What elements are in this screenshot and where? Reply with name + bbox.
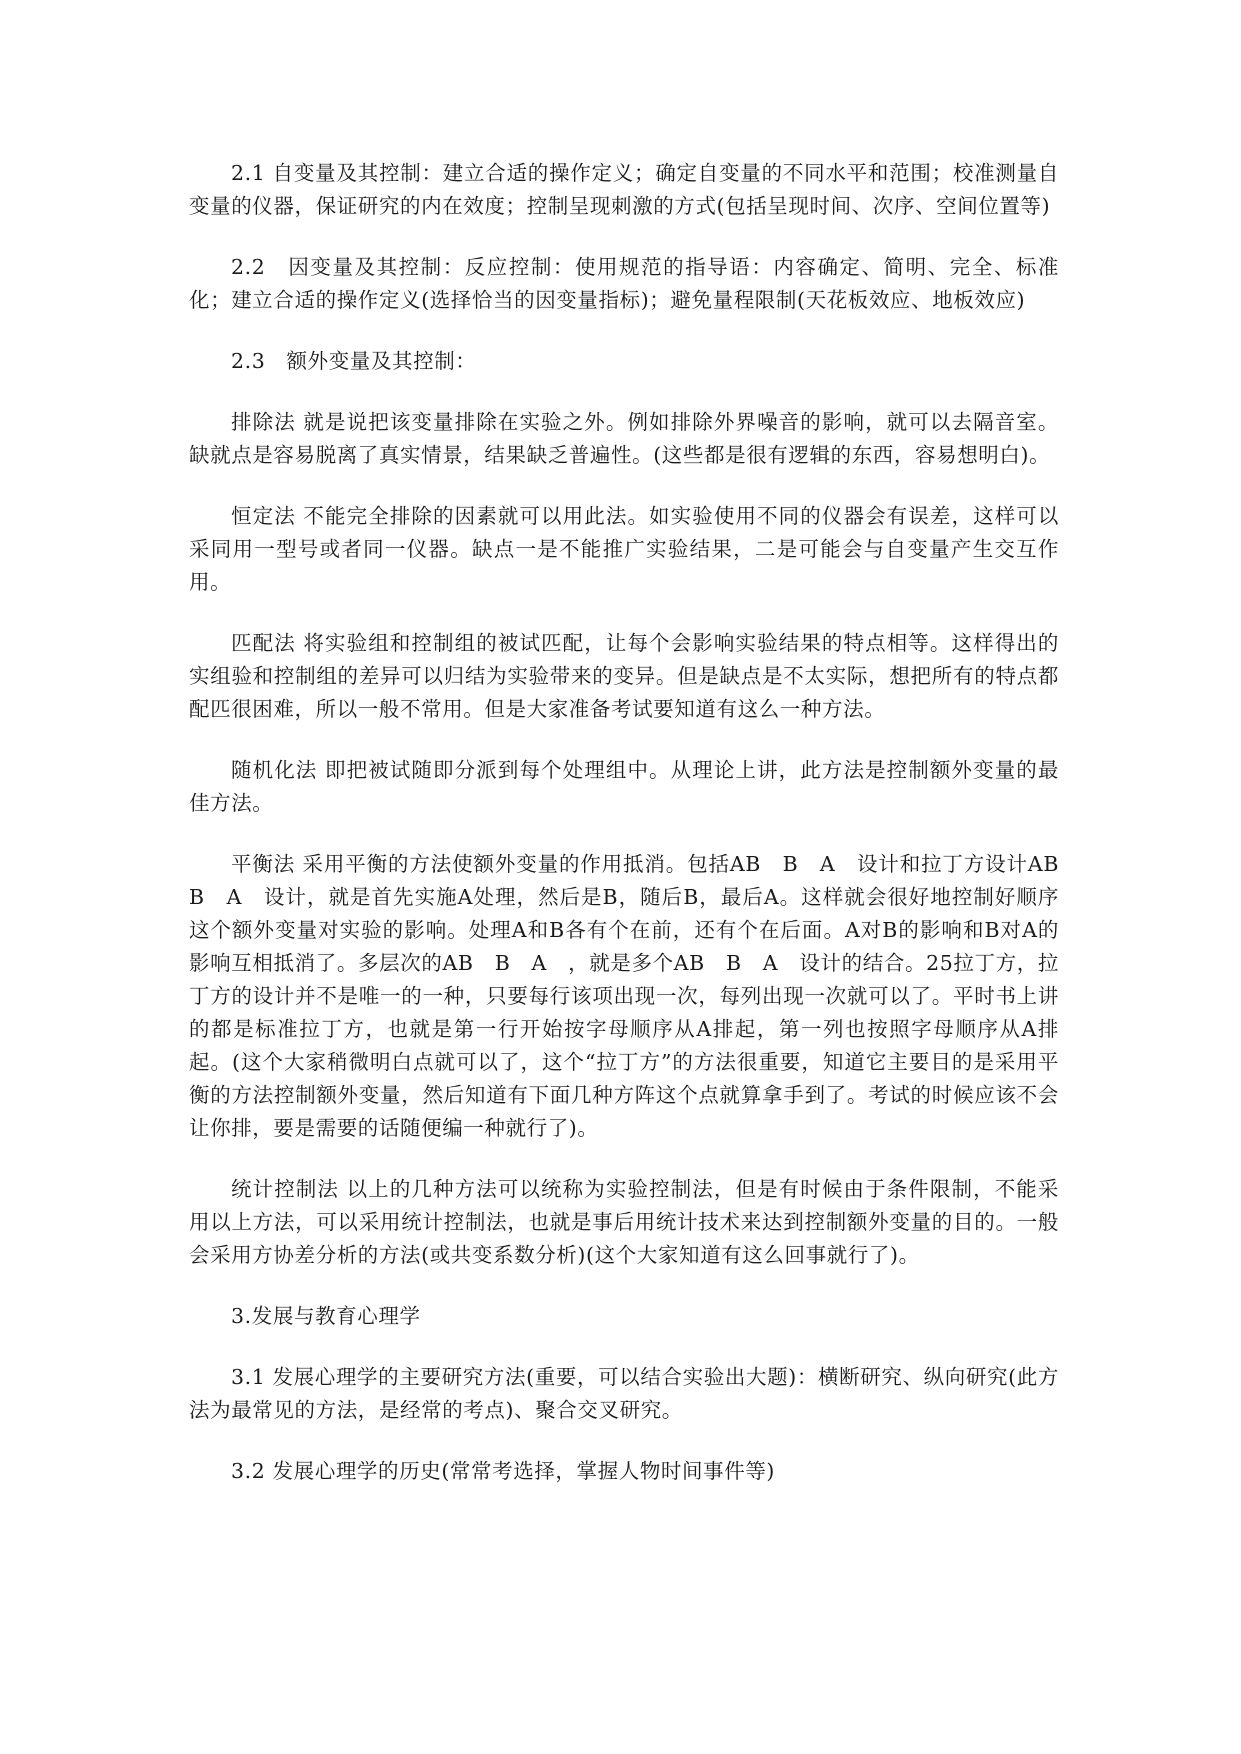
document-body bbox=[189, 157, 1081, 1516]
paragraph-elimination-method: 排除法 就是说把该变量排除在实验之外。例如排除外界噪音的影响，就可以去隔音室。缺就点是容易脱离了真实情景，结果缺乏普遍性。(这些都是很有逻辑的东西，容易想明白)。 bbox=[189, 410, 1059, 467]
paragraph-2-3-extraneous-variable: 2.3 额外变量及其控制： bbox=[231, 349, 477, 373]
paragraph-matching-method: 匹配法 将实验组和控制组的被试匹配，让每个会影响实验结果的特点相等。这样得出的实组验和控制组的差异可以归结为实验带来的变异。但是缺点是不太实际，想把所有的特点都配匹很困难，所以一般不常用。但是大家准备考试要知道有这么一种方法。 bbox=[189, 631, 1059, 721]
paragraph-randomization-method: 随机化法 即把被试随即分派到每个处理组中。从理论上讲，此方法是控制额外变量的最佳方法。 bbox=[189, 758, 1059, 815]
paragraph-statistical-control-method: 统计控制法 以上的几种方法可以统称为实验控制法，但是有时候由于条件限制，不能采用以上方法，可以采用统计控制法，也就是事后用统计技术来达到控制额外变量的目的。一般会采用方协差分析的方法(或共变系数分析)(这个大家知道有这么回事就行了)。 bbox=[189, 1177, 1059, 1267]
paragraph-3-2-history: 3.2 发展心理学的历史(常常考选择，掌握人物时间事件等) bbox=[231, 1459, 776, 1483]
heading-3-developmental-educational-psychology: 3.发展与教育心理学 bbox=[231, 1304, 421, 1328]
paragraph-2-1-independent-variable: 2.1 自变量及其控制：建立合适的操作定义；确定自变量的不同水平和范围；校准测量自变量的仪器，保证研究的内在效度；控制呈现刺激的方式(包括呈现时间、次序、空间位置等) bbox=[189, 161, 1059, 218]
paragraph-constancy-method: 恒定法 不能完全排除的因素就可以用此法。如实验使用不同的仪器会有误差，这样可以采同用一型号或者同一仪器。缺点一是不能推广实验结果，二是可能会与自变量产生交互作用。 bbox=[189, 504, 1059, 594]
paragraph-2-2-dependent-variable: 2.2 因变量及其控制：反应控制：使用规范的指导语：内容确定、简明、完全、标准化；建立合适的操作定义(选择恰当的因变量指标)；避免量程限制(天花板效应、地板效应) bbox=[189, 255, 1059, 312]
paragraph-counterbalancing-method: 平衡法 采用平衡的方法使额外变量的作用抵消。包括AB B A 设计和拉丁方设计AB B A 设计，就是首先实施A处理，然后是B，随后B，最后A。这样就会很好地控制好顺序这个额外变量对实验的影响。处理A和B各有个在前，还有个在后面。A对B的影响和B对A的影响互相抵消了。多层次的AB B A ，就是多个AB B A 设计的结合。25拉丁方，拉丁方的设计并不是唯一的一种，只要每行该项出现一次，每列出现一次就可以了。平时书上讲的都是标准拉丁方，也就是第一行开始按字母顺序从A排起，第一列也按照字母顺序从A排起。(这个大家稍微明白点就可以了，这个“拉丁方”的方法很重要，知道它主要目的是采用平衡的方法控制额外变量，然后知道有下面几种方阵这个点就算拿手到了。考试的时候应该不会让你排，要是需要的话随便编一种就行了)。 bbox=[189, 852, 1081, 1140]
paragraph-3-1-research-methods: 3.1 发展心理学的主要研究方法(重要，可以结合实验出大题)：横断研究、纵向研究(此方法为最常见的方法，是经常的考点)、聚合交叉研究。 bbox=[189, 1365, 1059, 1422]
